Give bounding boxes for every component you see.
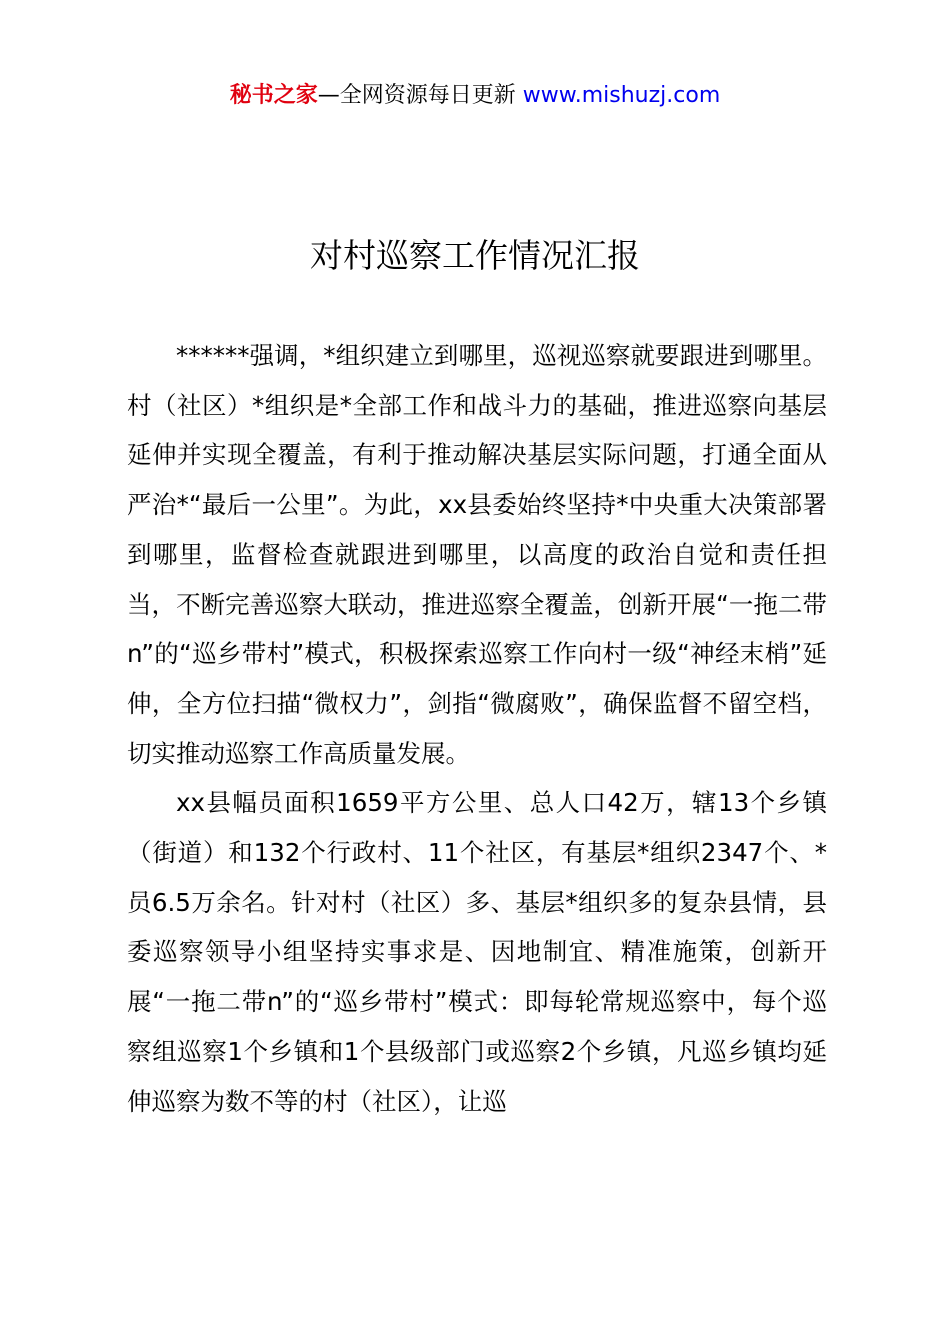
document-body — [127, 331, 827, 1126]
site-brand: 秘书之家 — [229, 83, 318, 108]
body-paragraph-2: xx县幅员面积1659平方公里、总人口42万，辖13个乡镇（街道）和132个行政村、11个社区，有基层*组织2347个、*员6.5万余名。针对村（社区）多、基层*组织多的复杂县情，县委巡察领导小组坚持实事求是、因地制宜、精准施策，创新开展“一拖二带n”的“巡乡带村”模式：即每轮常规巡察中，每个巡察组巡察1个乡镇和1个县级部门或巡察2个乡镇，凡巡乡镇均延伸巡察为数不等的村（社区），让巡 — [127, 788, 827, 1116]
site-tagline: —全网资源每日更新 — [317, 83, 523, 108]
site-url-link[interactable]: www.mishuzj.com — [522, 83, 721, 108]
document-title: 对村巡察工作情况汇报 — [310, 236, 640, 275]
site-header — [0, 80, 950, 112]
body-paragraph-1: ******强调，*组织建立到哪里，巡视巡察就要跟进到哪里。村（社区）*组织是*全部工作和战斗力的基础，推进巡察向基层延伸并实现全覆盖，有利于推动解决基层实际问题，打通全面从严治*“最后一公里”。为此，xx县委始终坚持*中央重大决策部署到哪里，监督检查就跟进到哪里，以高度的政治自觉和责任担当，不断完善巡察大联动，推进巡察全覆盖，创新开展“一拖二带n”的“巡乡带村”模式，积极探索巡察工作向村一级“神经末梢”延伸，全方位扫描“微权力”，剑指“微腐败”，确保监督不留空档，切实推动巡察工作高质量发展。 — [127, 341, 827, 768]
